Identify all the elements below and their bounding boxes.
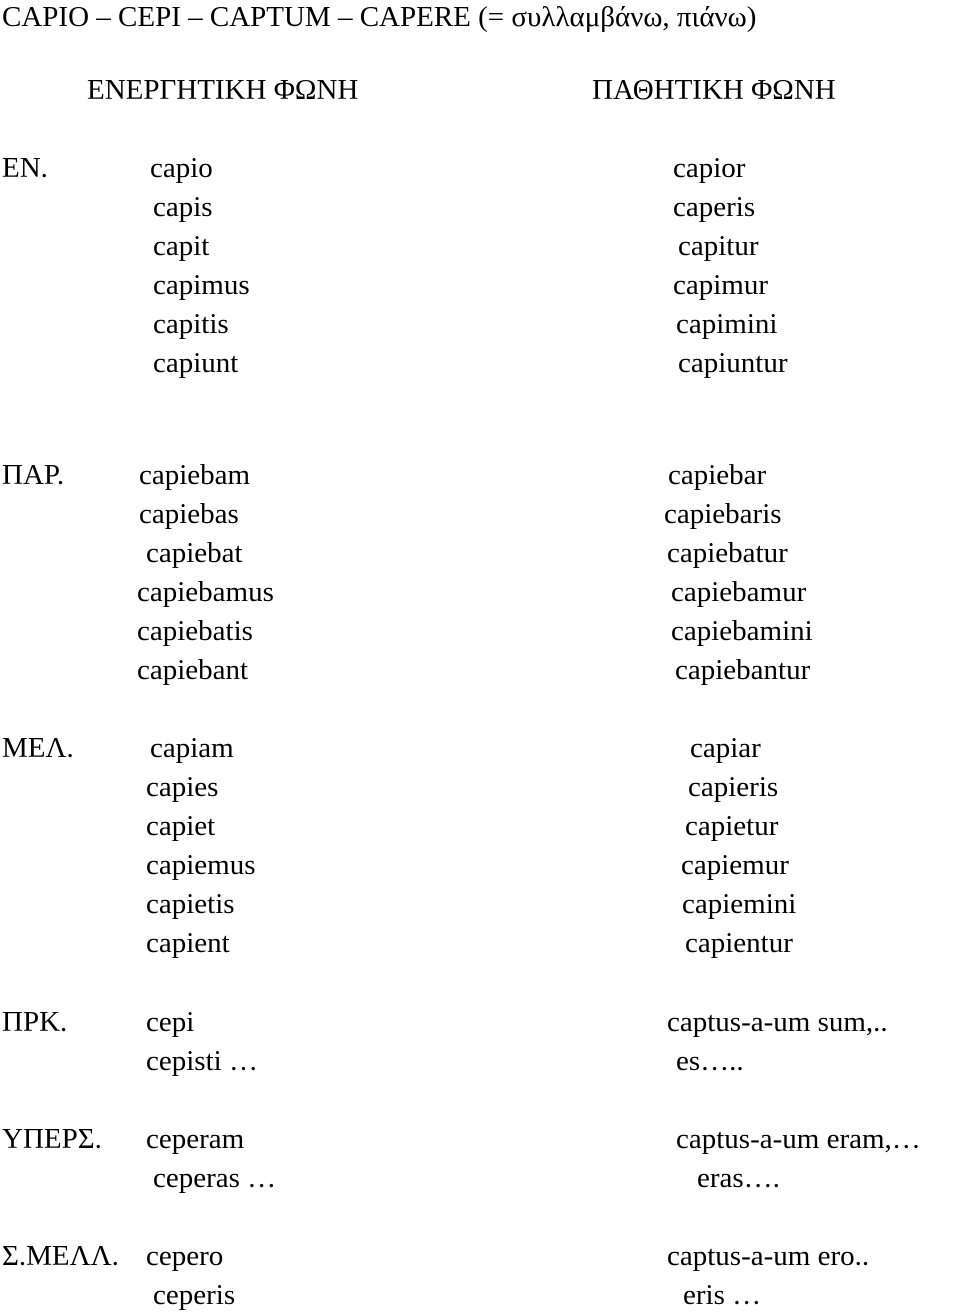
active-form: cepi [146,1006,195,1038]
active-form: capies [146,771,219,803]
active-form: capiebas [139,498,239,530]
active-form: capitis [153,308,229,340]
passive-voice-header: ΠΑΘΗΤΙΚΗ ΦΩΝΗ [592,74,836,106]
active-form: capis [153,191,213,223]
passive-form: capimini [676,308,778,340]
passive-form: eras…. [697,1162,780,1194]
passive-form: captus-a-um eram,… [676,1123,921,1155]
tense-label-present: ΕΝ. [2,152,48,184]
active-form: ceperas … [153,1162,277,1194]
active-form: ceperis [153,1279,236,1311]
tense-label-future-perfect: Σ.ΜΕΛΛ. [2,1240,119,1272]
page-title: CAPIO – CEPI – CAPTUM – CAPERE (= συλλαμβάνω, πιάνω) [2,1,757,33]
passive-form: caperis [673,191,756,223]
active-form: capiebant [137,654,249,686]
passive-form: capientur [685,927,793,959]
active-voice-header: ΕΝΕΡΓΗΤΙΚΗ ΦΩΝΗ [87,74,359,106]
passive-form: es….. [676,1045,744,1077]
passive-form: capietur [685,810,779,842]
passive-form: capior [673,152,746,184]
active-form: capiet [146,810,216,842]
passive-form: capiebatur [667,537,788,569]
active-form: cepisti … [146,1045,258,1077]
active-form: capiemus [146,849,256,881]
tense-label-imperfect: ΠΑΡ. [2,459,65,491]
passive-form: capiebamini [671,615,813,647]
passive-form: capitur [678,230,759,262]
active-form: capiam [150,732,234,764]
active-form: capiunt [153,347,239,379]
active-form: capietis [146,888,235,920]
active-form: capient [146,927,230,959]
active-form: capiebam [139,459,251,491]
passive-form: capiebamur [671,576,807,608]
active-form: capio [150,152,213,184]
active-form: capit [153,230,210,262]
active-form: capimus [153,269,250,301]
active-form: capiebat [146,537,243,569]
tense-label-pluperfect: ΥΠΕΡΣ. [2,1123,102,1155]
active-form: capiebatis [137,615,253,647]
active-form: cepero [146,1240,224,1272]
active-form: ceperam [146,1123,245,1155]
passive-form: captus-a-um ero.. [667,1240,870,1272]
passive-form: captus-a-um sum,.. [667,1006,888,1038]
tense-label-perfect: ΠΡΚ. [2,1006,68,1038]
passive-form: capimur [673,269,769,301]
passive-form: capiuntur [678,347,788,379]
active-form: capiebamus [137,576,274,608]
passive-form: capiebar [668,459,767,491]
passive-form: capiebantur [675,654,811,686]
passive-form: capiebaris [664,498,782,530]
passive-form: eris … [683,1279,762,1311]
passive-form: capiemur [681,849,789,881]
passive-form: capiar [690,732,761,764]
passive-form: capieris [688,771,779,803]
tense-label-future: ΜΕΛ. [2,732,74,764]
passive-form: capiemini [682,888,797,920]
